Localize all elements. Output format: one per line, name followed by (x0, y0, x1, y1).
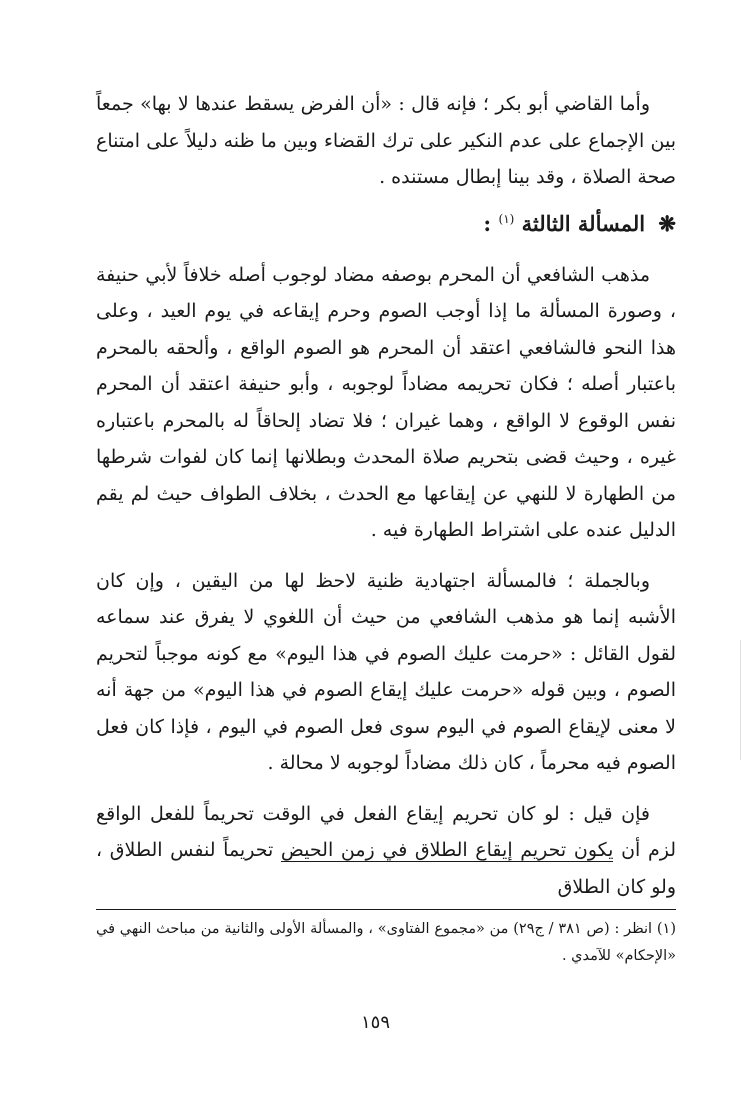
section-heading (96, 200, 676, 243)
heading-star-icon: ❋ (658, 210, 676, 236)
page-number: ١٥٩ (360, 1012, 390, 1033)
scan-margin-line (740, 640, 741, 760)
paragraph-qadi-abu-bakr: وأما القاضي أبو بكر ؛ فإنه قال : «أن الفرض يسقط عندها لا بها» جمعاً بين الإجماع على عدم النكير على ترك القضاء وبين ما ظنه دليلاً على امتناع صحة الصلاة ، وقد بينا إبطال مستنده . (96, 93, 676, 188)
objection-text-start: فإن قيل : لو كان تحريم إيقاع الفعل في الوقت تحريماً للفعل الواقع لزم أن (96, 802, 676, 861)
heading-text: المسألة الثالثة (521, 210, 646, 236)
paragraph-in-summary: وبالجملة ؛ فالمسألة اجتهادية ظنية لاحظ لها من اليقين ، وإن كان الأشبه إنما هو مذهب الشافعي من حيث أن اللغوي لا يفرق عند سماعه لقول القائل : «حرمت عليك الصوم في هذا اليوم» مع كونه موجباً لتحريم الصوم ، وبين قوله «حرمت عليك إيقاع الصوم في هذا اليوم» من جهة أنه لا معنى لإيقاع الصوم في اليوم سوى فعل الصوم في اليوم ، فإذا كان فعل الصوم فيه محرماً ، كان ذلك مضاداً لوجوبه لا محالة . (96, 569, 676, 774)
page-body (96, 86, 676, 985)
paragraph-shafii-doctrine: مذهب الشافعي أن المحرم بوصفه مضاد لوجوب أصله خلافاً لأبي حنيفة ، وصورة المسألة ما إذا أوجب الصوم وحرم إيقاعه في يوم العيد ، وعلى هذا النحو فالشافعي اعتقد أن المحرم هو الصوم الواقع ، وألحقه بالمحرم باعتبار أصله ؛ فكان تحريمه مضاداً لوجوبه ، وأبو حنيفة اعتقد أن المحرم نفس الوقوع لا الواقع ، وهما غيران ؛ فلا تضاد إلحاقاً له بالمحرم باعتباره غيره ، وحيث قضى بتحريم صلاة المحدث وبطلانها إنما كان لفوات شرطها من الطهارة لا للنهي عن إيقاعها مع الحدث ، بخلاف الطواف حيث لم يقم الدليل عنده على اشتراط الطهارة فيه . (96, 263, 676, 541)
objection-text-end: تحريماً لنفس الطلاق ، ولو كان الطلاق (96, 839, 676, 898)
footnote-1: (١) انظر : (ص ٣٨١ / ج٢٩) من «مجموع الفتاوى» ، والمسألة الأولى والثانية من مباحث النهي في «الإحكام» للآمدي . (96, 921, 676, 964)
objection-underlined-text: يكون تحريم إيقاع الطلاق في زمن الحيض (280, 839, 614, 861)
paragraph-objection (96, 796, 676, 906)
footnote-divider (96, 909, 676, 910)
heading-colon: : (483, 210, 492, 236)
heading-footnote-ref[interactable]: (١) (498, 211, 515, 226)
